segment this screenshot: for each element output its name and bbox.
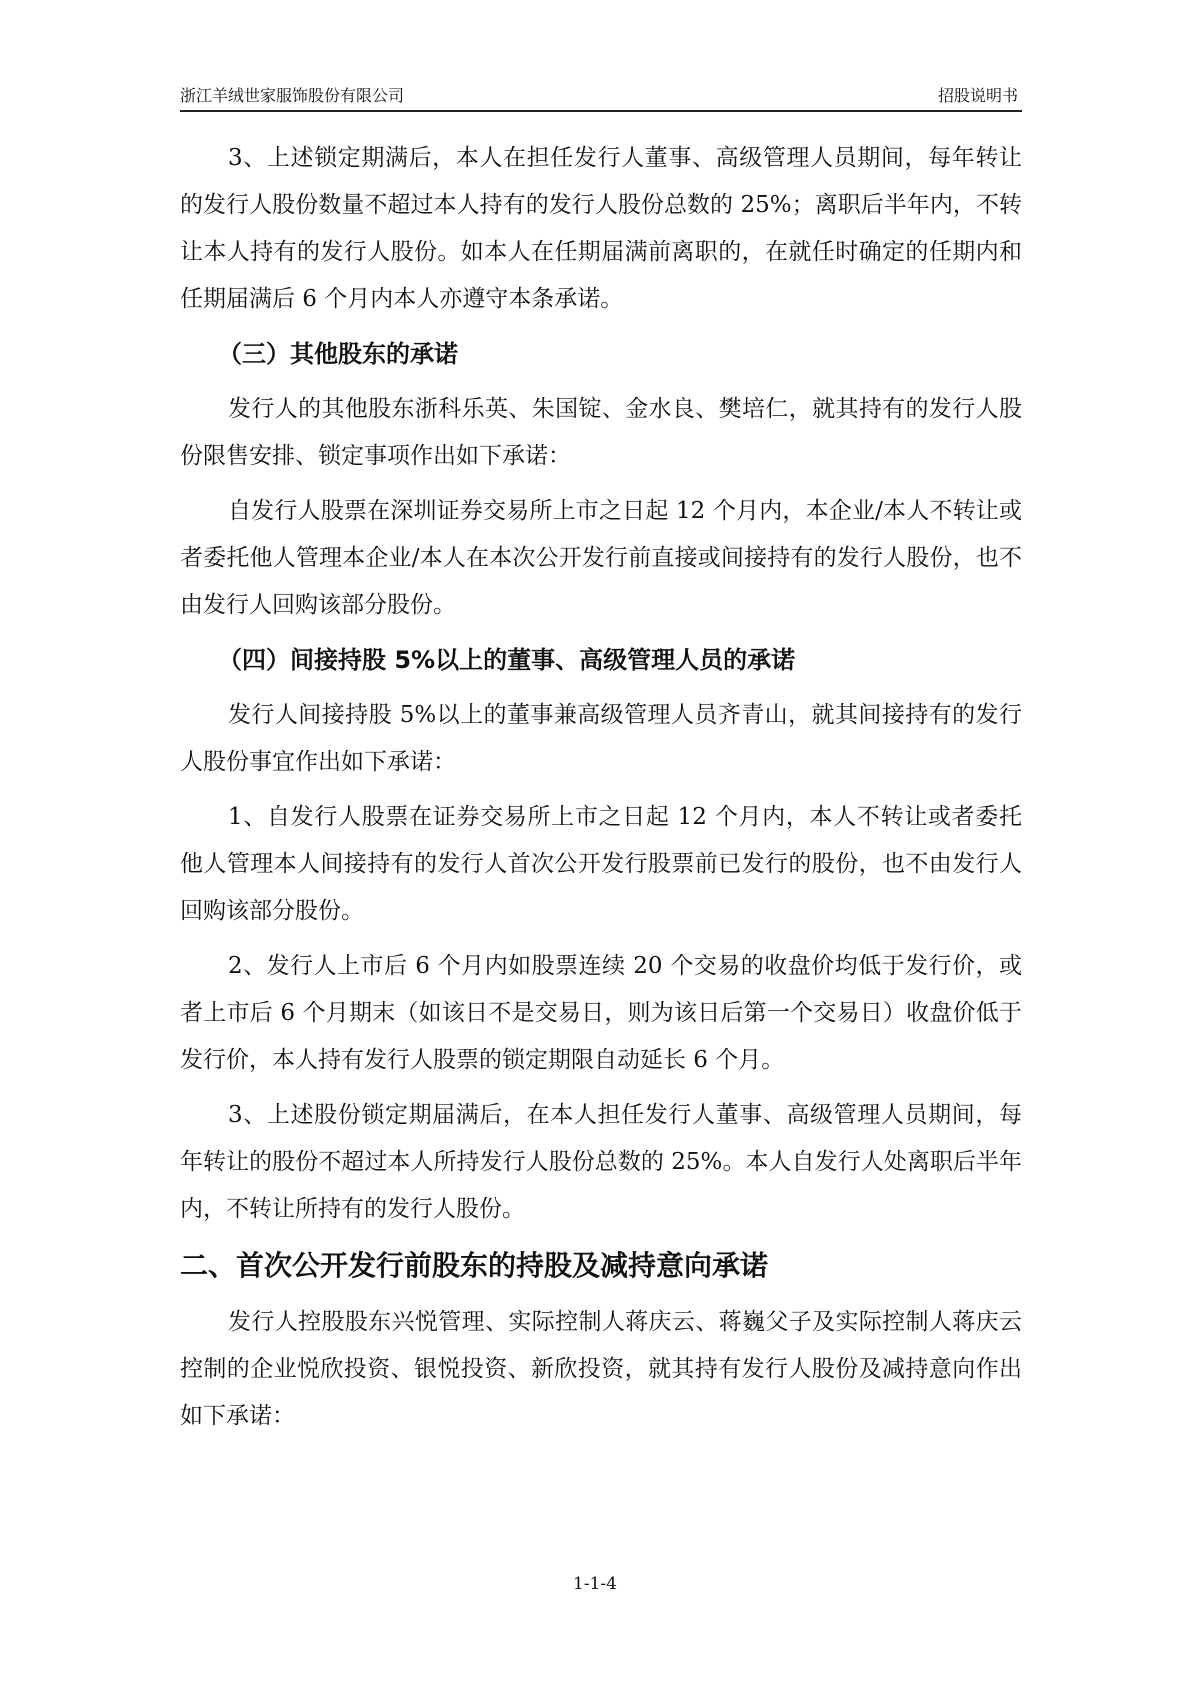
heading-section-2: 二、首次公开发行前股东的持股及减持意向承诺 xyxy=(180,1249,769,1282)
paragraph-other-intro: 发行人的其他股东浙科乐英、朱国锭、金水良、樊培仁，就其持有的发行人股份限售安排、锁定事项作出如下承诺： xyxy=(180,396,1022,469)
paragraph-indirect-1: 1、自发行人股票在证券交易所上市之日起 12 个月内，本人不转让或者委托他人管理本人间接持有的发行人首次公开发行股票前已发行的股份，也不由发行人回购该部分股份。 xyxy=(180,804,1022,924)
header-company-name: 浙江羊绒世家服饰股份有限公司 xyxy=(180,86,405,105)
paragraph-indirect-intro: 发行人间接持股 5%以上的董事兼高级管理人员齐青山，就其间接持有的发行人股份事宜作出如下承诺： xyxy=(180,702,1022,775)
paragraph-indirect-3: 3、上述股份锁定期届满后，在本人担任发行人董事、高级管理人员期间，每年转让的股份不超过本人所持发行人股份总数的 25%。本人自发行人处离职后半年内，不转让所持有的发行人股份。 xyxy=(180,1102,1022,1222)
paragraph-section-2-intro: 发行人控股股东兴悦管理、实际控制人蒋庆云、蒋巍父子及实际控制人蒋庆云控制的企业悦欣投资、银悦投资、新欣投资，就其持有发行人股份及减持意向作出如下承诺： xyxy=(180,1309,1022,1429)
heading-other-shareholders: （三）其他股东的承诺 xyxy=(218,340,458,368)
paragraph-lockup-3: 3、上述锁定期满后，本人在担任发行人董事、高级管理人员期间，每年转让的发行人股份数量不超过本人持有的发行人股份总数的 25%；离职后半年内，不转让本人持有的发行人股份。如本人在任期届满前离职的，在就任时确定的任期内和任期届满后 6 个月内本人亦遵守本条承诺。 xyxy=(180,145,1022,312)
document-body xyxy=(180,135,1022,1440)
page-number: 1-1-4 xyxy=(573,1574,617,1594)
page-header xyxy=(180,82,1022,112)
header-document-type: 招股说明书 xyxy=(937,86,1018,105)
paragraph-other-commitment: 自发行人股票在深圳证券交易所上市之日起 12 个月内，本企业/本人不转让或者委托他人管理本企业/本人在本次公开发行前直接或间接持有的发行人股份，也不由发行人回购该部分股份。 xyxy=(180,498,1022,618)
heading-indirect-holders: （四）间接持股 5%以上的董事、高级管理人员的承诺 xyxy=(218,646,796,674)
paragraph-indirect-2: 2、发行人上市后 6 个月内如股票连续 20 个交易的收盘价均低于发行价，或者上市后 6 个月期末（如该日不是交易日，则为该日后第一个交易日）收盘价低于发行价，本人持有发行人股票的锁定期限自动延长 6 个月。 xyxy=(180,953,1022,1073)
